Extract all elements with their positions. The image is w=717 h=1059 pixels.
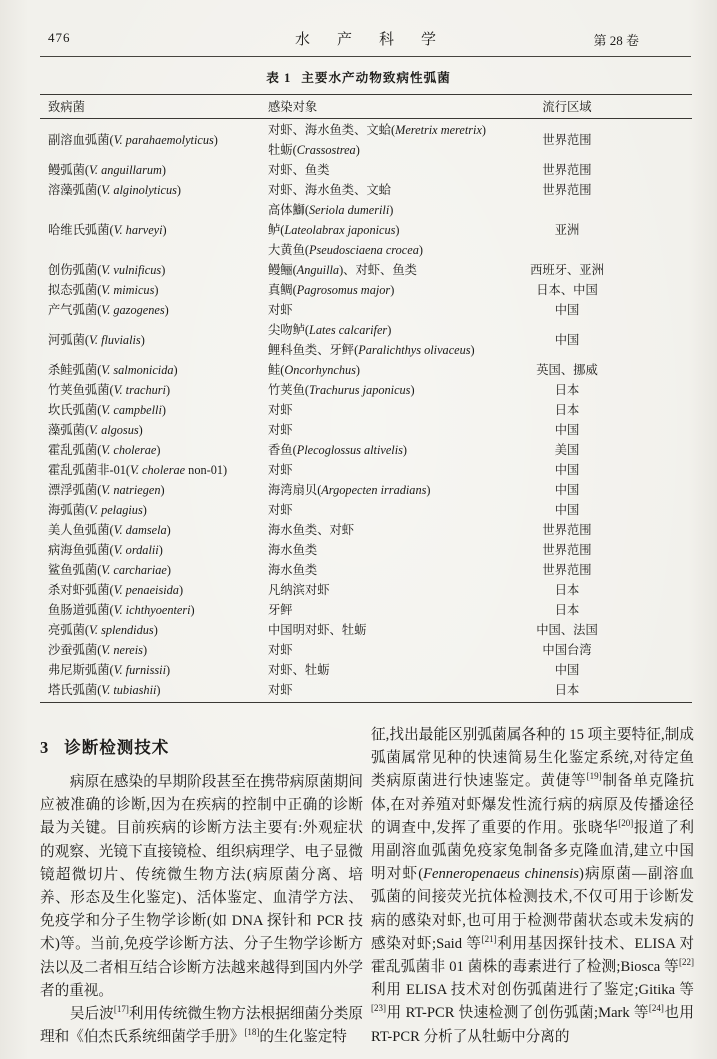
section-title: 诊断检测技术 (64, 738, 170, 757)
table-header-row (40, 94, 692, 119)
host-line: 竹荚鱼(Trachurus japonicus) (268, 383, 415, 397)
region-cell: 中国、法国 (536, 623, 598, 637)
table-row (40, 660, 692, 680)
host-cell (268, 640, 442, 660)
host-cell (268, 420, 442, 440)
pathogen-name-cell: 霍乱弧菌非-01(V. cholerae non-01) (48, 463, 228, 477)
page-header (40, 28, 691, 48)
table-row (40, 320, 692, 360)
pathogen-name-cell: 创伤弧菌(V. vulnificus) (48, 263, 166, 277)
host-cell (268, 120, 487, 160)
region-cell: 中国 (554, 463, 580, 477)
pathogen-name-cell: 鲨鱼弧菌(V. carchariae) (48, 563, 171, 577)
host-line: 对虾 (268, 463, 293, 477)
table-row (40, 280, 692, 300)
vibrio-table (40, 94, 692, 703)
host-cell (268, 560, 442, 580)
body-paragraph: 吴后波[17]利用传统微生物方法根据细菌分类原理和《伯杰氏系统细菌学手册》[18]的生化鉴定特 (40, 1004, 363, 1046)
pathogen-name-cell: 亮弧菌(V. splendidus) (48, 623, 158, 637)
host-line: 海水鱼类 (268, 543, 318, 557)
pathogen-name-cell: 漂浮弧菌(V. natriegen) (48, 483, 165, 497)
host-cell (268, 580, 442, 600)
table-row (40, 680, 692, 700)
table-row (40, 300, 692, 320)
host-cell (268, 520, 442, 540)
region-cell: 日本 (554, 383, 580, 397)
region-cell: 日本、中国 (536, 283, 598, 297)
host-cell (268, 380, 442, 400)
table-row (40, 420, 692, 440)
pathogen-name-cell: 海弧菌(V. pelagius) (48, 503, 147, 517)
host-line: 对虾 (268, 403, 293, 417)
host-line: 鲈(Lateolabrax japonicus) (268, 223, 400, 237)
pathogen-name-cell: 藻弧菌(V. algosus) (48, 423, 143, 437)
host-line: 对虾、海水鱼类、文蛤 (268, 183, 391, 197)
host-line: 牙鲆 (268, 603, 293, 617)
table-row (40, 360, 692, 380)
region-cell: 日本 (554, 683, 580, 697)
region-cell: 世界范围 (542, 563, 592, 577)
volume-label: 第 28 卷 (593, 33, 639, 48)
host-line: 凡纳滨对虾 (268, 583, 330, 597)
region-cell: 中国台湾 (542, 643, 592, 657)
host-line: 高体鰤(Seriola dumerili) (268, 203, 394, 217)
right-text-column (371, 724, 694, 1049)
host-line: 对虾、鱼类 (268, 163, 330, 177)
region-cell: 日本 (554, 603, 580, 617)
host-line: 海水鱼类 (268, 563, 318, 577)
host-cell (268, 680, 442, 700)
region-cell: 世界范围 (542, 183, 592, 197)
region-cell: 亚洲 (554, 223, 580, 237)
pathogen-name-cell: 弗尼斯弧菌(V. furnissii) (48, 663, 171, 677)
host-cell (268, 220, 442, 260)
host-cell (268, 280, 442, 300)
host-line: 鲤科鱼类、牙鲆(Paralichthys olivaceus) (268, 343, 475, 357)
host-cell (268, 160, 442, 180)
table-row (40, 520, 692, 540)
table-row (40, 560, 692, 580)
table-row (40, 260, 692, 280)
host-cell (268, 620, 442, 640)
region-cell: 中国 (554, 663, 580, 677)
host-cell (268, 600, 442, 620)
pathogen-name-cell: 塔氏弧菌(V. tubiashii) (48, 683, 161, 697)
table-row (40, 180, 692, 220)
host-line: 牡蛎(Crassostrea) (268, 143, 360, 157)
host-cell (268, 480, 442, 500)
table-row (40, 500, 692, 520)
pathogen-name-cell: 拟态弧菌(V. mimicus) (48, 283, 159, 297)
host-cell (268, 500, 442, 520)
region-cell: 日本 (554, 403, 580, 417)
region-cell: 世界范围 (542, 543, 592, 557)
table-row (40, 220, 692, 260)
table-row (40, 440, 692, 460)
host-line: 鳗鲡(Anguilla)、对虾、鱼类 (268, 263, 417, 277)
host-cell (268, 540, 442, 560)
table-row (40, 540, 692, 560)
table-row (40, 120, 692, 160)
host-line: 中国明对虾、牡蛎 (268, 623, 367, 637)
table-row (40, 580, 692, 600)
table-row (40, 640, 692, 660)
host-cell (268, 360, 442, 380)
host-line: 对虾 (268, 303, 293, 317)
host-cell (268, 320, 475, 360)
pathogen-name-cell: 沙蚕弧菌(V. nereis) (48, 643, 148, 657)
table-caption (0, 67, 717, 86)
section-number: 3 (40, 738, 50, 757)
pathogen-name-cell: 哈维氏弧菌(V. harveyi) (48, 223, 167, 237)
region-cell: 中国 (554, 423, 580, 437)
pathogen-name-cell: 鳗弧菌(V. anguillarum) (48, 163, 166, 177)
table-row (40, 400, 692, 420)
column-header-host: 感染对象 (268, 99, 318, 114)
host-line: 对虾、牡蛎 (268, 663, 330, 677)
table-body (40, 119, 692, 703)
pathogen-name-cell: 产气弧菌(V. gazogenes) (48, 303, 169, 317)
table-row (40, 460, 692, 480)
body-paragraph: 病原在感染的早期阶段甚至在携带病原菌期间应被准确的诊断,因为在疾病的控制中正确的诊断最为关键。目前疾病的诊断方法主要有:外观症状的观察、光镜下直接镜检、组织病理学、电子显微镜超微切片、传统微生物方法(病原菌分离、培养、形态及生化鉴定)、活体鉴定、血清学方法、免疫学和分子生物学诊断(如 DNA 探针和 PCR 技术)等。当前,免疫学诊断方法、分子生物学诊断方法以及二者相互结合诊断方法越来越得到国内外学者的重视。 (40, 774, 363, 999)
pathogen-name-cell: 病海鱼弧菌(V. ordalii) (48, 543, 163, 557)
host-cell (268, 300, 442, 320)
host-line: 真鲷(Pagrosomus major) (268, 283, 395, 297)
pathogen-name-cell: 杀对虾弧菌(V. penaeisida) (48, 583, 184, 597)
region-cell: 世界范围 (542, 523, 592, 537)
pathogen-name-cell: 霍乱弧菌(V. cholerae) (48, 443, 161, 457)
region-cell: 世界范围 (542, 133, 592, 147)
pathogen-name-cell: 鱼肠道弧菌(V. ichthyoenteri) (48, 603, 195, 617)
region-cell: 日本 (554, 583, 580, 597)
header-rule (40, 56, 691, 57)
host-line: 大黄鱼(Pseudosciaena crocea) (268, 243, 423, 257)
journal-title: 水产科学 (294, 32, 463, 48)
pathogen-name-cell: 杀鲑弧菌(V. salmonicida) (48, 363, 178, 377)
region-cell: 英国、挪威 (536, 363, 598, 377)
host-line: 对虾 (268, 423, 293, 437)
host-line: 对虾 (268, 683, 293, 697)
host-line: 对虾 (268, 643, 293, 657)
body-paragraph: 征,找出最能区别弧菌属各种的 15 项主要特征,制成弧菌属常见种的快速简易生化鉴定系统,对待定鱼类病原菌进行快速鉴定。黄倢等[19]制备单克隆抗体,在对养殖对虾爆发性流行病的病原及传播途径的调查中,发挥了重要的作用。张晓华[20]报道了利用副溶血弧菌免疫家兔制备多克隆血清,建立中国明对虾(Fenneropenaeus chinensis)病原菌—副溶血弧菌的间接荧光抗体检测技术,不仅可用于诊断发病的感染对虾,也可用于检测带菌状态或未发病的感染对虾;Said 等[21]利用基因探针技术、ELISA 对霍乱弧菌非 01 菌株的毒素进行了检测;Biosca 等[22]利用 ELISA 技术对创伤弧菌进行了鉴定;Gitika 等[23]用 RT-PCR 快速检测了创伤弧菌;Mark 等[24]也用 RT-PCR 分析了从牡蛎中分离的 (371, 727, 694, 1045)
page-number: 476 (48, 30, 71, 45)
host-line: 鲑(Oncorhynchus) (268, 363, 361, 377)
host-cell (268, 440, 442, 460)
region-cell: 美国 (554, 443, 580, 457)
host-cell (268, 660, 442, 680)
host-cell (268, 260, 442, 280)
table-row (40, 160, 692, 180)
host-line: 尖吻鲈(Lates calcarifer) (268, 323, 392, 337)
host-cell (268, 460, 442, 480)
pathogen-name-cell: 坎氏弧菌(V. campbelli) (48, 403, 166, 417)
pathogen-name-cell: 溶藻弧菌(V. alginolyticus) (48, 183, 182, 197)
table-row (40, 380, 692, 400)
table-row (40, 600, 692, 620)
pathogen-name-cell: 副溶血弧菌(V. parahaemolyticus) (48, 133, 218, 147)
host-line: 对虾、海水鱼类、文蛤(Meretrix meretrix) (268, 123, 487, 137)
column-header-region: 流行区域 (542, 99, 592, 114)
left-text-column (40, 734, 363, 1049)
table-caption-title: 主要水产动物致病性弧菌 (301, 71, 451, 85)
host-line: 海水鱼类、对虾 (268, 523, 355, 537)
region-cell: 中国 (554, 503, 580, 517)
host-line: 海湾扇贝(Argopecten irradians) (268, 483, 431, 497)
table-row (40, 620, 692, 640)
section-heading (40, 734, 363, 758)
host-cell (268, 180, 442, 220)
table-caption-label: 表 1 (266, 71, 292, 85)
pathogen-name-cell: 美人鱼弧菌(V. damsela) (48, 523, 171, 537)
region-cell: 西班牙、亚洲 (530, 263, 604, 277)
pathogen-name-cell: 河弧菌(V. fluvialis) (48, 333, 145, 347)
region-cell: 中国 (554, 333, 580, 347)
region-cell: 中国 (554, 483, 580, 497)
host-line: 香鱼(Plecoglossus altivelis) (268, 443, 408, 457)
table-row (40, 480, 692, 500)
region-cell: 世界范围 (542, 163, 592, 177)
host-line: 对虾 (268, 503, 293, 517)
column-header-pathogen: 致病菌 (48, 99, 85, 114)
host-cell (268, 400, 442, 420)
region-cell: 中国 (554, 303, 580, 317)
pathogen-name-cell: 竹荚鱼弧菌(V. trachuri) (48, 383, 171, 397)
